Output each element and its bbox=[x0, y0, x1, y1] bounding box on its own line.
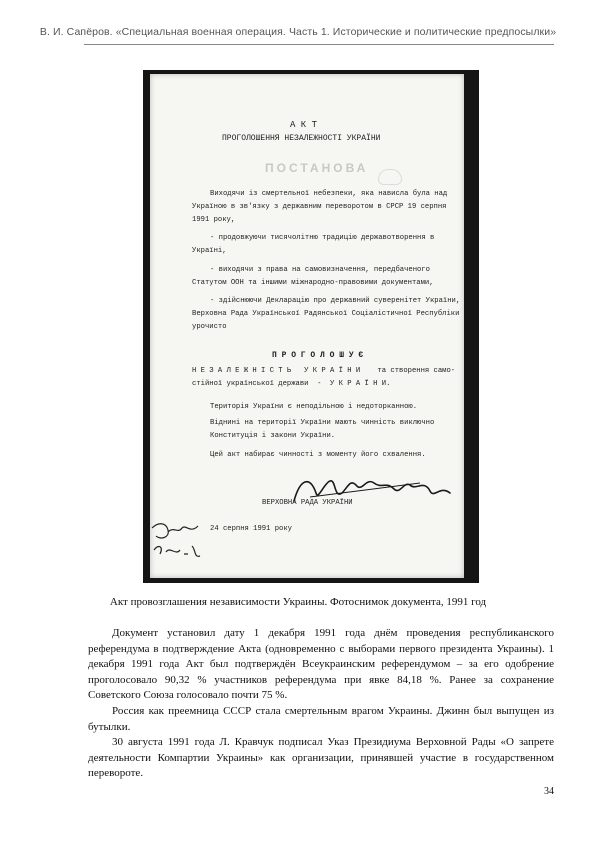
document-line: 1991 року, bbox=[192, 216, 236, 224]
document-line: - здійснюючи Декларацію про державний суверенітет України, bbox=[210, 297, 461, 305]
signatory-line: ВЕРХОВНА РАДА УКРАЇНИ bbox=[262, 499, 353, 507]
handwritten-margin-note bbox=[148, 520, 208, 565]
document-scan-image bbox=[143, 70, 479, 583]
paragraph: 30 августа 1991 года Л. Кравчук подписал Указ Президиума Верховной Рады «О запрете деятельности Компартии Украины» как организации, принявшей участие в государственном перевороте. bbox=[88, 736, 554, 780]
date-line: 24 серпня 1991 року bbox=[210, 525, 292, 533]
emblem-mark bbox=[378, 169, 402, 185]
document-line: Виходячи із смертельної небезпеки, яка нависла була над bbox=[210, 190, 448, 198]
document-line: Статутом ООН та іншими міжнародно-правовими документами, bbox=[192, 279, 434, 287]
page-number: 34 bbox=[544, 786, 554, 797]
header-rule bbox=[84, 44, 554, 45]
signature-scribble bbox=[290, 471, 460, 511]
faint-stamp-text: ПОСТАНОВА bbox=[265, 161, 369, 175]
effect-line: Цей акт набирає чинності з моменту його схвалення. bbox=[210, 451, 426, 459]
proclaim-heading: П Р О Г О Л О Ш У Є bbox=[272, 351, 364, 360]
document-line: - продовжуючи тисячолітню традицію державотворення в bbox=[210, 234, 435, 242]
independence-line: стійної української держави - У К Р А Ї Н И. bbox=[192, 380, 391, 388]
running-header: В. И. Сапёров. «Специальная военная операция. Часть 1. Исторические и политические предпосылки» bbox=[39, 26, 557, 38]
document-line: урочисто bbox=[192, 323, 227, 331]
act-title: А К Т bbox=[290, 120, 318, 130]
territory-line: Територія України є неподільною і недоторканною. bbox=[210, 403, 418, 411]
act-subtitle: ПРОГОЛОШЕННЯ НЕЗАЛЕЖНОСТІ УКРАЇНИ bbox=[222, 134, 381, 143]
independence-line: Н Е З А Л Е Ж Н І С Т Ь У К Р А Ї Н И та створення само- bbox=[192, 367, 456, 375]
paragraph: Документ установил дату 1 декабря 1991 года днём проведения республиканского референдума в подтверждение Акта (одновременно с выборами первого президента Украины). 1 декабря 1991 года Акт был подтверждён Всеукраинским референдумом – за его одобрение проголосовало 90,32 % участников референдума при явке 84,18 %. Ранее за сохранение Советского Союза голосовало почти 75 %. bbox=[88, 627, 554, 702]
laws-line: Конституція і закони України. bbox=[210, 432, 336, 440]
document-line: Україною в зв'язку з державним переворотом в СРСР 19 серпня bbox=[192, 203, 447, 211]
laws-line: Віднині на території України мають чинність виключно bbox=[210, 419, 435, 427]
document-line: Верховна Рада Української Радянської Соціалістичної Республіки bbox=[192, 310, 460, 318]
body-text bbox=[88, 626, 554, 782]
document-line: - виходячи з права на самовизначення, передбаченого bbox=[210, 266, 430, 274]
figure-caption: Акт провозглашения независимости Украины. Фотоснимок документа, 1991 год bbox=[109, 596, 487, 608]
paragraph: Россия как преемница СССР стала смертельным врагом Украины. Джинн был выпущен из бутылки. bbox=[88, 704, 554, 733]
document-line: Україні, bbox=[192, 247, 227, 255]
